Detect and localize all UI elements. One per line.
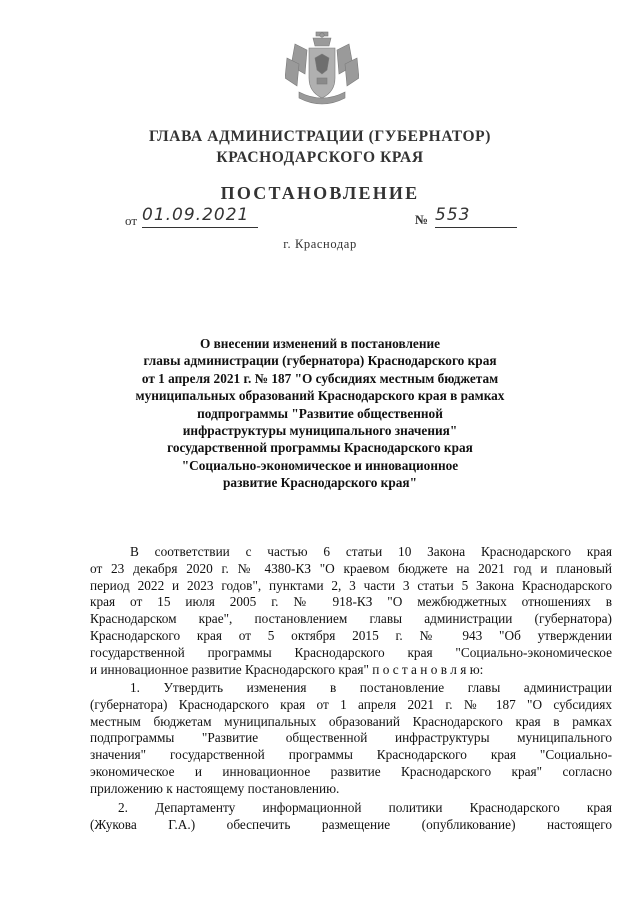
item-1-paragraph bbox=[90, 680, 612, 798]
text-line: (губернатора) Краснодарского края от 1 апреля 2021 г. № 187 "О субсидиях bbox=[90, 696, 612, 712]
preamble-paragraph bbox=[90, 544, 612, 678]
number-label: № bbox=[415, 212, 429, 227]
title-line: государственной программы Краснодарского края bbox=[167, 440, 473, 456]
item-2-paragraph bbox=[90, 800, 612, 834]
title-line: развитие Краснодарского края" bbox=[223, 475, 417, 491]
text-line: Краснодарского края от 5 октября 2015 г. № 943 "Об утверждении bbox=[90, 627, 612, 643]
text-line-with-resolution bbox=[90, 662, 612, 679]
title-line: инфраструктуры муниципального значения" bbox=[182, 423, 458, 439]
city-line: г. Краснодар bbox=[283, 237, 357, 251]
document-title bbox=[100, 335, 540, 492]
title-line: от 1 апреля 2021 г. № 187 "О субсидиях местным бюджетам bbox=[141, 370, 499, 386]
title-line: "Социально-экономическое и инновационное bbox=[181, 457, 459, 473]
text-line: 1. Утвердить изменения в постановление главы администрации bbox=[130, 680, 612, 695]
text-line: 2. Департаменту информационной политики Краснодарского края bbox=[118, 800, 612, 815]
coat-of-arms-emblem bbox=[285, 30, 359, 110]
text-line: государственной программы Краснодарского края "Социально-экономическое bbox=[90, 644, 612, 660]
document-date: 01.09.2021 bbox=[142, 205, 258, 228]
text-line: местным бюджетам муниципальных образований Краснодарского края в рамках bbox=[90, 713, 612, 729]
document-number: 553 bbox=[435, 205, 517, 228]
resolution-word: п о с т а н о в л я ю: bbox=[372, 661, 484, 677]
document-type: ПОСТАНОВЛЕНИЕ bbox=[220, 183, 420, 203]
text-line: Краснодарском крае", постановлением главы администрации (губернатора) bbox=[90, 611, 612, 627]
text-line: экономическое и инновационное развитие Краснодарского края" согласно bbox=[90, 763, 612, 779]
text-line: от 23 декабря 2020 г. № 4380-КЗ "О краевом бюджете на 2021 год и плановый bbox=[90, 560, 612, 576]
authority-title-line2: КРАСНОДАРСКОГО КРАЯ bbox=[216, 149, 424, 166]
text-line: приложению к настоящему постановлению. bbox=[90, 780, 340, 796]
text-line: (Жукова Г.А.) обеспечить размещение (опубликование) настоящего bbox=[90, 816, 612, 832]
text-line: края от 15 июля 2005 г. № 918-КЗ "О межбюджетных отношениях в bbox=[90, 594, 612, 610]
text-line: период 2022 и 2023 годов", пунктами 2, 3 части 3 статьи 5 Закона Краснодарского bbox=[90, 577, 612, 593]
text-line: и инновационное развитие Краснодарского края" bbox=[90, 661, 369, 677]
text-line: В соответствии с частью 6 статьи 10 Закона Краснодарского края bbox=[130, 544, 612, 559]
title-line: О внесении изменений в постановление bbox=[199, 336, 441, 351]
title-line: главы администрации (губернатора) Краснодарского края bbox=[143, 353, 497, 369]
date-label: от bbox=[125, 213, 138, 228]
title-line: подпрограммы "Развитие общественной bbox=[197, 405, 443, 421]
text-line: значения" государственной программы Краснодарского края "Социально- bbox=[90, 747, 612, 763]
title-line: муниципальных образований Краснодарского края в рамках bbox=[135, 388, 505, 404]
text-line: подпрограммы "Развитие общественной инфраструктуры муниципального bbox=[90, 730, 612, 746]
authority-title-line1: ГЛАВА АДМИНИСТРАЦИИ (ГУБЕРНАТОР) bbox=[149, 128, 491, 145]
